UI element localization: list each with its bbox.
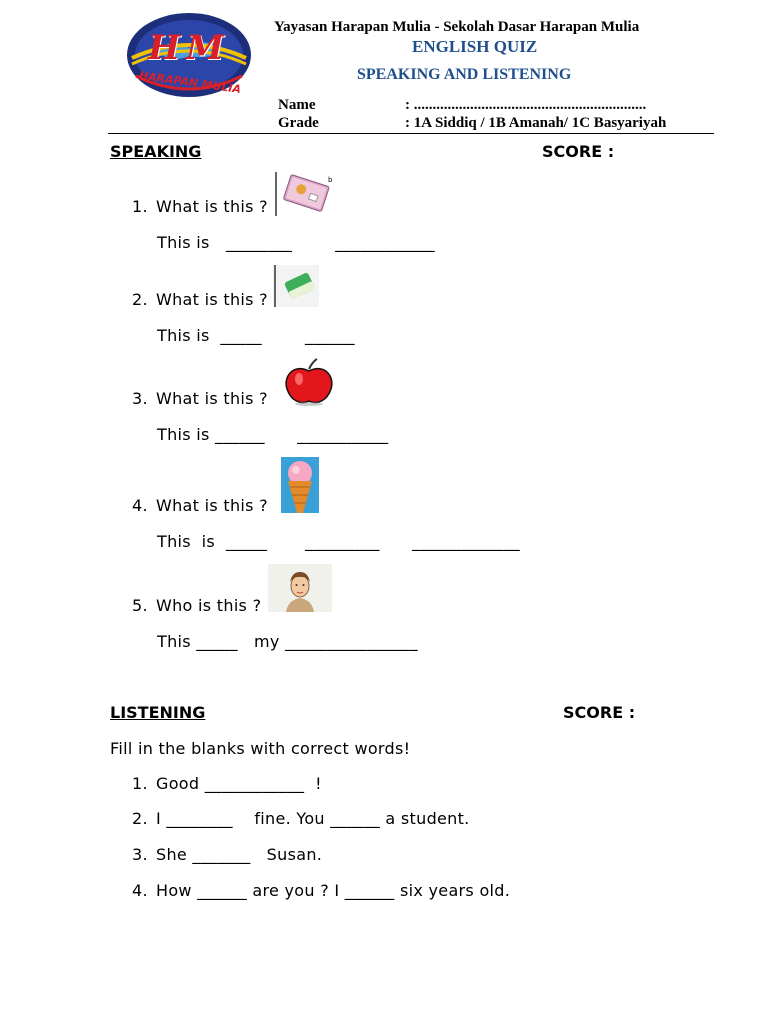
speaking-question-3: 3. What is this ? [132, 389, 268, 408]
teacher-image [268, 564, 332, 612]
speaking-answer-4: This is _____ _________ _____________ [157, 532, 520, 551]
svg-text:b: b [328, 176, 333, 184]
name-label: Name [278, 97, 316, 113]
name-field[interactable]: : .............................................................. [405, 97, 647, 113]
quiz-title: ENGLISH QUIZ [412, 37, 538, 56]
speaking-score: SCORE : [542, 142, 615, 161]
apple-image [283, 357, 335, 407]
speaking-answer-3: This is ______ ___________ [157, 425, 389, 444]
header-divider [108, 133, 714, 134]
speaking-question-2: 2. What is this ? [132, 290, 268, 309]
quiz-subtitle: SPEAKING AND LISTENING [357, 66, 572, 83]
speaking-answer-1: This is ________ ____________ [157, 233, 435, 252]
listening-item-2: 2. I ________ fine. You ______ a student. [132, 809, 470, 828]
logo-name: HARAPAN MULIA [138, 68, 242, 97]
speaking-heading: SPEAKING [110, 142, 202, 161]
speaking-question-1: 1. What is this ? [132, 197, 268, 216]
listening-score: SCORE : [563, 703, 636, 722]
listening-instruction: Fill in the blanks with correct words! [110, 739, 411, 758]
listening-heading: LISTENING [110, 703, 206, 722]
listening-item-3: 3. She _______ Susan. [132, 845, 323, 864]
ice-cream-image [281, 457, 319, 513]
speaking-question-5: 5. Who is this ? [132, 596, 262, 615]
eraser-image [273, 265, 319, 307]
logo-initials: HM [148, 28, 230, 68]
speaking-question-4: 4. What is this ? [132, 496, 268, 515]
book-image [274, 172, 334, 216]
listening-item-1: 1. Good ____________ ! [132, 774, 322, 793]
school-name: Yayasan Harapan Mulia - Sekolah Dasar Harapan Mulia [274, 19, 640, 35]
listening-item-4: 4. How ______ are you ? I ______ six years old. [132, 881, 511, 900]
grade-label: Grade [278, 115, 319, 131]
speaking-answer-5: This _____ my ________________ [157, 632, 418, 651]
school-logo [124, 10, 254, 100]
speaking-answer-2: This is _____ ______ [157, 326, 355, 345]
grade-field: : 1A Siddiq / 1B Amanah/ 1C Basyariyah [405, 115, 667, 131]
